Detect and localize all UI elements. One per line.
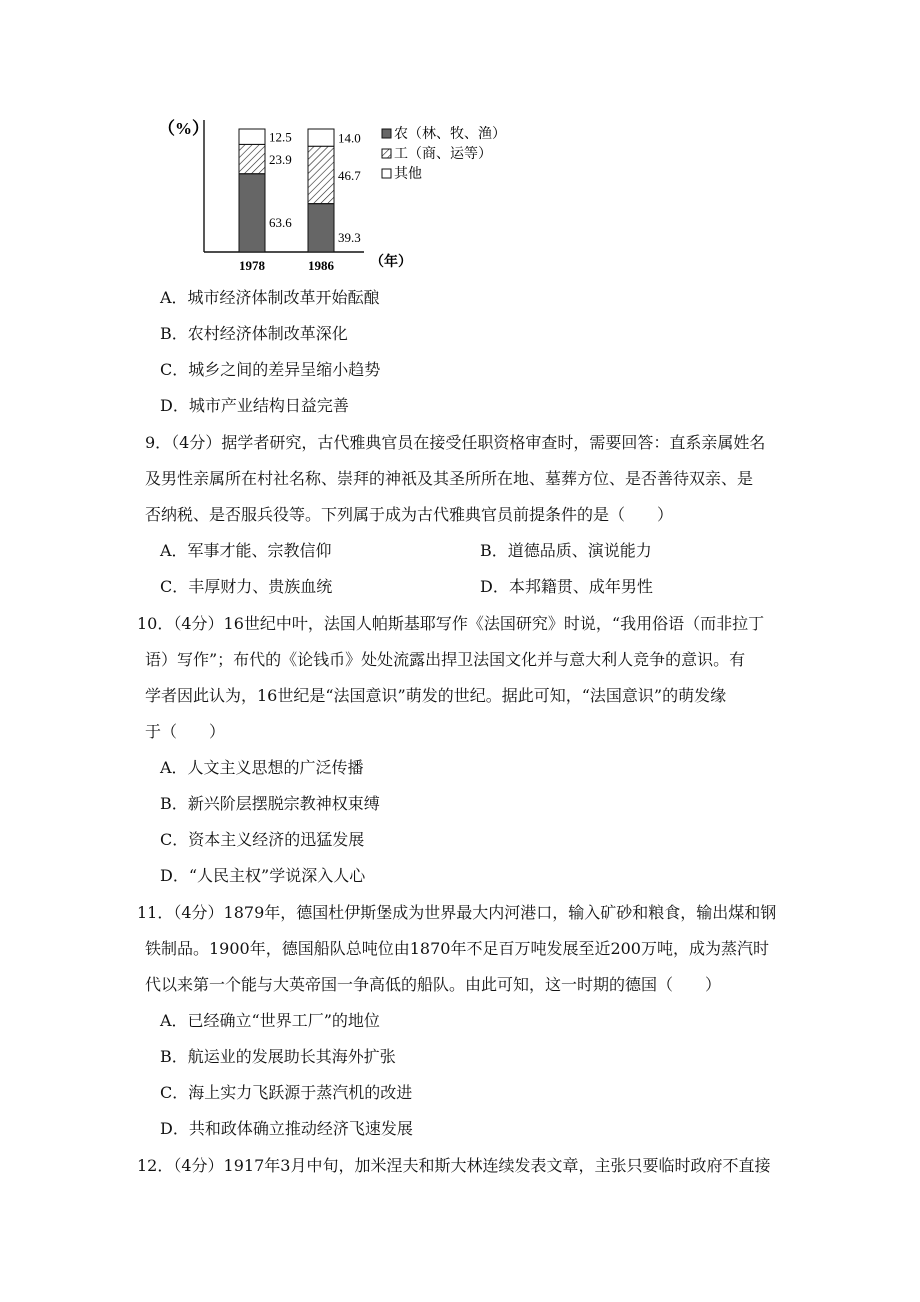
q9-option-c[interactable]: C．丰厚财力、贵族血统 [160,577,333,596]
legend-label: 其他 [394,166,422,182]
data-label-1986-2: 14.0 [338,130,361,146]
q11-option-d[interactable]: D．共和政体确立推动经济飞速发展 [160,1119,413,1138]
q11-option-a[interactable]: A．已经确立“世界工厂”的地位 [160,1011,380,1030]
legend-swatch [382,129,391,138]
legend-swatch [382,149,391,158]
q11-stem-line3: 代以来第一个能与大英帝国一争高低的船队。由此可知，这一时期的德国（ ） [145,975,722,994]
legend-swatch [382,169,391,178]
q10-option-a[interactable]: A．人文主义思想的广泛传播 [160,758,364,777]
q9-stem-line3: 否纳税、是否服兵役等。下列属于成为古代雅典官员前提条件的是（ ） [145,505,674,524]
q11-stem-line2: 铁制品。1900年，德国船队总吨位由1870年不足百万吨发展至近200万吨，成为蒸汽时 [145,939,769,958]
bar-segment-1978-1 [239,144,265,173]
q9-option-d[interactable]: D．本邦籍贯、成年男性 [480,577,653,596]
q10-option-d[interactable]: D．“人民主权”学说深入人心 [160,866,366,885]
q9-stem-line1: 9．（4分）据学者研究，古代雅典官员在接受任职资格审查时，需要回答：直系亲属姓名 [145,433,766,452]
stacked-bar-chart [150,112,520,282]
x-tick-label: 1978 [239,258,265,273]
q9-stem-line2: 及男性亲属所在村社名称、崇拜的神祇及其圣所所在地、墓葬方位、是否善待双亲、是 [145,469,754,488]
q10-option-b[interactable]: B．新兴阶层摆脱宗教神权束缚 [160,794,380,813]
q8-option-c[interactable]: C．城乡之间的差异呈缩小趋势 [160,360,381,379]
data-label-1978-1: 23.9 [269,152,292,168]
q11-option-c[interactable]: C．海上实力飞跃源于蒸汽机的改进 [160,1083,413,1102]
data-label-1978-0: 63.6 [269,214,292,230]
q8-option-a[interactable]: A．城市经济体制改革开始酝酿 [160,288,380,307]
bar-segment-1986-2 [308,129,334,146]
q12-stem-line1: 12．（4分）1917年3月中旬，加米涅夫和斯大林连续发表文章，主张只要临时政府不直接 [137,1156,771,1175]
q9-option-b[interactable]: B．道德品质、演说能力 [480,541,652,560]
bar-segment-1986-0 [308,204,334,252]
x-tick-label: 1986 [308,258,334,273]
q11-stem-line1: 11．（4分）1879年，德国杜伊斯堡成为世界最大内河港口，输入矿砂和粮食，输出煤和钢 [137,903,777,922]
q10-stem-line4: 于（ ） [145,722,226,741]
q11-option-b[interactable]: B．航运业的发展助长其海外扩张 [160,1047,396,1066]
legend-label: 农（林、牧、渔） [394,126,506,142]
x-axis-label: （年） [370,254,412,270]
bar-segment-1978-0 [239,174,265,252]
q10-option-c[interactable]: C．资本主义经济的迅猛发展 [160,830,365,849]
q8-option-b[interactable]: B．农村经济体制改革深化 [160,324,348,343]
data-label-1986-0: 39.3 [338,229,361,245]
legend [382,125,506,182]
q10-stem-line2: 语）写作”；布代的《论钱币》处处流露出捍卫法国文化并与意大利人竞争的意识。有 [145,650,746,669]
data-label-1986-1: 46.7 [338,167,361,183]
bar-segment-1978-2 [239,129,265,144]
q10-stem-line1: 10．（4分）16世纪中叶，法国人帕斯基耶写作《法国研究》时说，“我用俗语（而非拉丁 [137,614,765,633]
data-label-1978-2: 12.5 [269,129,292,145]
q10-stem-line3: 学者因此认为，16世纪是“法国意识”萌发的世纪。据此可知，“法国意识”的萌发缘 [145,686,727,705]
y-axis-label: （%） [158,119,209,138]
q9-option-a[interactable]: A．军事才能、宗教信仰 [160,541,332,560]
legend-label: 工（商、运等） [394,146,492,162]
bar-segment-1986-1 [308,146,334,203]
q8-option-d[interactable]: D．城市产业结构日益完善 [160,396,349,415]
